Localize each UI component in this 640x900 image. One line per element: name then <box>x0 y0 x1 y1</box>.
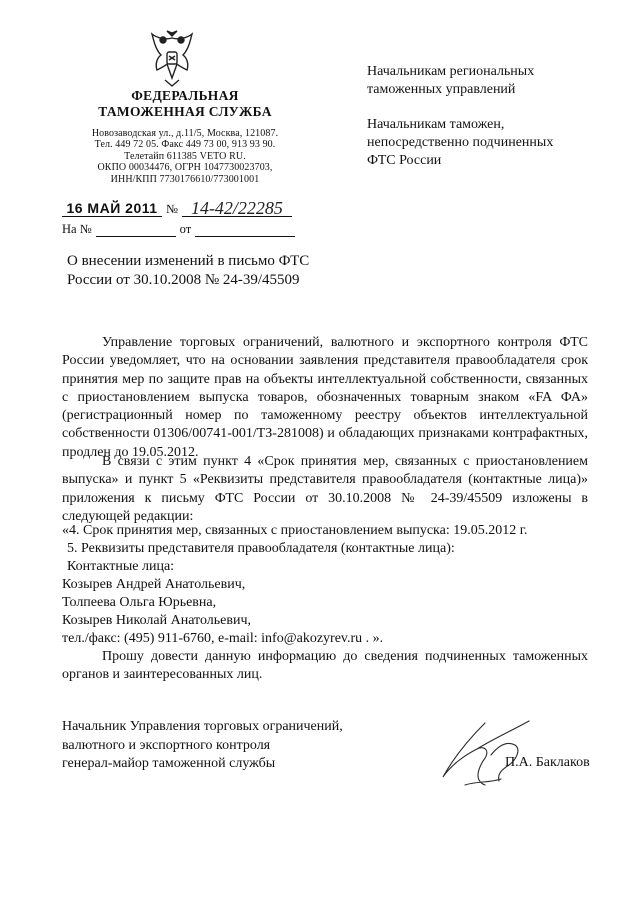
addressee-block-2 <box>367 116 607 170</box>
org-inn: ИНН/КПП 7730176610/773001001 <box>110 173 260 185</box>
contact-2: Толпеева Ольга Юрьевна, <box>62 595 217 610</box>
registration-number: 14-42/22285 <box>182 200 292 217</box>
letter-subject <box>67 252 327 290</box>
addressee-block-1 <box>367 63 607 99</box>
reference-date-blank <box>195 224 295 237</box>
signature-block <box>62 718 382 774</box>
reference-line <box>62 222 295 237</box>
contact-1: Козырев Андрей Анатольевич, <box>62 577 246 592</box>
org-address: Новозаводская ул., д.11/5, Москва, 121087. <box>91 128 279 139</box>
addressee-line2: таможенных управлений <box>367 82 516 97</box>
reference-number-label: На № <box>62 222 92 236</box>
addressee-line4: непосредственно подчиненных <box>367 135 554 150</box>
addressee-line5: ФТС России <box>367 153 442 168</box>
org-name-line2: ТАМОЖЕННАЯ СЛУЖБА <box>98 104 272 119</box>
subject-line2: России от 30.10.2008 № 24-39/45509 <box>67 272 300 288</box>
signatory-name: П.А. Баклаков <box>505 755 590 770</box>
body-item-4: «4. Срок принятия мер, связанных с приостановлением выпуска: 19.05.2012 г. <box>62 523 528 538</box>
signatory-title-line2: валютного и экспортного контроля <box>62 737 271 753</box>
org-okpo: ОКПО 00034476, ОГРН 1047730023703, <box>97 162 273 174</box>
contact-phone: тел./факс: (495) 911-6760, e-mail: info@akozyrev.ru . ». <box>62 631 384 646</box>
org-contacts <box>50 128 320 185</box>
body-paragraph-3: Прошу довести данную информацию до сведения подчиненных таможенных органов и заинтересованных лиц. <box>62 649 588 683</box>
body-paragraph-2: В связи с этим пункт 4 «Срок принятия мер, связанных с приостановлением выпуска» и пункт 5 «Реквизиты представителя правообладателя (контактные лица)» приложения к письму ФТС России от 30.10.2008 № 24-39/45509 изложены в следующей редакции: <box>62 454 588 524</box>
reference-number-blank <box>96 224 176 237</box>
addressee-line1: Начальникам региональных <box>367 64 535 79</box>
body-paragraph-1: Управление торговых ограничений, валютного и экспортного контроля ФТС России уведомляет, что на основании заявления представителя правообладателя срок принятия мер по защите прав на объекты интеллектуальной собственности, связанных с приостановлением выпуска товаров, обозначенных товарным знаком «FA ФА» (регистрационный номер по таможенному реестру объектов интеллектуальной собственности 01306/00741-001/ТЗ-281008) и обладающих признаками контрафактных, продлен до 19.05.2012. <box>62 335 588 460</box>
subject-line1: О внесении изменений в письмо ФТС <box>67 253 310 269</box>
addressee-line3: Начальникам таможен, <box>367 117 505 132</box>
registration-date: 16 МАЙ 2011 <box>62 200 162 217</box>
reference-from-label: от <box>179 222 192 236</box>
signatory-title-line1: Начальник Управления торговых ограничений, <box>62 719 343 734</box>
org-phones: Тел. 449 72 05. Факс 449 73 00, 913 93 90. <box>94 139 276 151</box>
registration-line <box>62 200 292 217</box>
contact-3: Козырев Николай Анатольевич, <box>62 613 252 628</box>
org-name <box>50 88 320 120</box>
double-headed-eagle-emblem <box>147 28 197 88</box>
signatory-title-line3: генерал-майор таможенной службы <box>62 756 276 771</box>
contacts-label: Контактные лица: <box>67 559 175 574</box>
org-name-line1: ФЕДЕРАЛЬНАЯ <box>131 88 239 103</box>
body-item-5: 5. Реквизиты представителя правообладателя (контактные лица): <box>67 541 455 556</box>
org-teletype: Телетайп 611385 VETO RU. <box>124 150 246 162</box>
registration-number-label: № <box>166 202 178 216</box>
